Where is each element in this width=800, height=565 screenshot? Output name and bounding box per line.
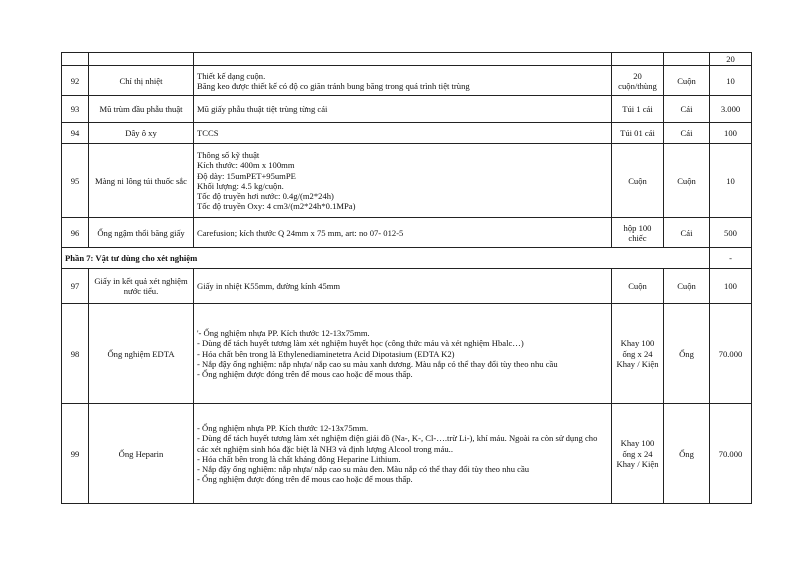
qty-cell: -: [710, 248, 752, 269]
pack-cell: Khay 100 ống x 24 Khay / Kiện: [612, 304, 664, 404]
qty-cell: 10: [710, 66, 752, 96]
unit-cell: Cái: [664, 218, 710, 248]
spec-line: Carefusion; kích thước Q 24mm x 75 mm, art: no 07- 012-5: [197, 227, 404, 238]
spec-cell: [194, 404, 612, 504]
spec-line: - Dùng để tách huyết tương làm xét nghiệm điện giải đồ (Na-, K-, Cl-….trừ Li-), khí máu. Ngoài ra còn sử dụng cho các xét nghiệm sinh hóa đặc biệt là NH3 và định lượng Alcool trong máu..: [197, 433, 598, 454]
name-cell: Mũ trùm đầu phẫu thuật: [89, 96, 194, 123]
spec-cell: [194, 218, 612, 248]
spec-line: - Hóa chất bên trong là Ethylenediaminetetra Acid Dipotasium (EDTA K2): [197, 348, 455, 359]
qty-cell: 100: [710, 269, 752, 304]
pack-cell: Khay 100 ống x 24 Khay / Kiện: [612, 404, 664, 504]
section-title: Phần 7: Vật tư dùng cho xét nghiệm: [62, 248, 710, 269]
pack-cell: Cuộn: [612, 144, 664, 218]
stt-cell: 96: [62, 218, 89, 248]
pack-cell: Cuộn: [612, 269, 664, 304]
pack-cell: hộp 100 chiếc: [612, 218, 664, 248]
name-cell: Chỉ thị nhiệt: [89, 66, 194, 96]
spec-line: Tốc độ truyền hơi nước: 0.4g/(m2*24h): [197, 191, 334, 202]
unit-cell: Cuộn: [664, 269, 710, 304]
stt-cell: 95: [62, 144, 89, 218]
qty-cell: 20: [710, 53, 752, 66]
unit-cell: [664, 53, 710, 66]
name-cell: Ống Heparin: [89, 404, 194, 504]
spec-line: '- Ống nghiệm nhựa PP. Kích thước 12-13x75mm.: [197, 328, 370, 339]
spec-line: Kích thước: 400m x 100mm: [197, 160, 295, 171]
pack-cell: 20 cuộn/thùng: [612, 66, 664, 96]
qty-cell: 100: [710, 123, 752, 144]
unit-cell: Ống: [664, 304, 710, 404]
table-row: [62, 66, 752, 96]
spec-cell: [194, 96, 612, 123]
section-row: [62, 248, 752, 269]
spec-cell: [194, 66, 612, 96]
spec-line: - Nắp đậy ống nghiệm: nắp nhựa/ nắp cao su màu xanh dương. Màu nắp có thể thay đổi tùy theo nhu cầu: [197, 358, 558, 369]
spec-line: - Hóa chất bên trong là chất kháng đông Heparine Lithium.: [197, 453, 401, 464]
pack-cell: Túi 01 cái: [612, 123, 664, 144]
name-cell: Dây ô xy: [89, 123, 194, 144]
stt-cell: 94: [62, 123, 89, 144]
table-row: [62, 304, 752, 404]
pack-cell: Túi 1 cái: [612, 96, 664, 123]
table-row: [62, 96, 752, 123]
unit-cell: Cuộn: [664, 144, 710, 218]
spec-cell: [194, 304, 612, 404]
stt-cell: [62, 53, 89, 66]
name-cell: Giấy in kết quả xét nghiệm nước tiểu.: [89, 269, 194, 304]
qty-cell: 500: [710, 218, 752, 248]
stt-cell: 98: [62, 304, 89, 404]
spec-line: TCCS: [197, 128, 219, 139]
table-row: [62, 123, 752, 144]
spec-line: Thông số kỹ thuật: [197, 149, 260, 160]
spec-line: - Nắp đậy ống nghiệm: nắp nhựa/ nắp cao su màu đen. Màu nắp có thể thay đổi tùy theo nhu cầu: [197, 464, 530, 475]
spec-cell: [194, 123, 612, 144]
spec-line: Mũ giấy phẫu thuật tiệt trùng từng cái: [197, 104, 328, 115]
table-row: [62, 218, 752, 248]
spec-line: Giấy in nhiệt K55mm, đường kính 45mm: [197, 281, 341, 292]
spec-cell: [194, 269, 612, 304]
unit-cell: Cái: [664, 123, 710, 144]
name-cell: Ống nghiệm EDTA: [89, 304, 194, 404]
spec-line: Băng keo được thiết kế có độ co giãn tránh bung băng trong quá trình tiệt trùng: [197, 80, 470, 91]
spec-line: - Ống nghiệm được đóng trên đế mous cao hoặc đế mous thấp.: [197, 474, 413, 485]
unit-cell: Ống: [664, 404, 710, 504]
table-row: [62, 53, 752, 66]
table-row: [62, 144, 752, 218]
table-row: [62, 404, 752, 504]
qty-cell: 70.000: [710, 404, 752, 504]
table-row: [62, 269, 752, 304]
stt-cell: 97: [62, 269, 89, 304]
qty-cell: 10: [710, 144, 752, 218]
unit-cell: Cuộn: [664, 66, 710, 96]
spec-line: Độ dày: 15umPET+95umPE: [197, 170, 296, 181]
spec-line: - Ống nghiệm nhựa PP. Kích thước 12-13x75mm.: [197, 422, 369, 433]
unit-cell: Cái: [664, 96, 710, 123]
qty-cell: 70.000: [710, 304, 752, 404]
name-cell: Ống ngậm thổi băng giấy: [89, 218, 194, 248]
qty-cell: 3.000: [710, 96, 752, 123]
spec-line: - Dùng để tách huyết tương làm xét nghiệm huyết học (công thức máu và xét nghiệm Hbalc…): [197, 338, 524, 349]
spec-line: Khối lượng: 4.5 kg/cuộn.: [197, 180, 284, 191]
spec-cell: [194, 53, 612, 66]
name-cell: [89, 53, 194, 66]
spec-cell: [194, 144, 612, 218]
spec-line: - Ống nghiệm được đóng trên đế mous cao hoặc đế mous thấp.: [197, 369, 413, 380]
stt-cell: 93: [62, 96, 89, 123]
stt-cell: 92: [62, 66, 89, 96]
stt-cell: 99: [62, 404, 89, 504]
supplies-table: [61, 52, 752, 504]
spec-line: Tốc độ truyền Oxy: 4 cm3/(m2*24h*0.1MPa): [197, 201, 356, 212]
spec-line: Thiết kế dạng cuộn.: [197, 70, 266, 81]
pack-cell: [612, 53, 664, 66]
name-cell: Màng ni lông túi thuốc sắc: [89, 144, 194, 218]
